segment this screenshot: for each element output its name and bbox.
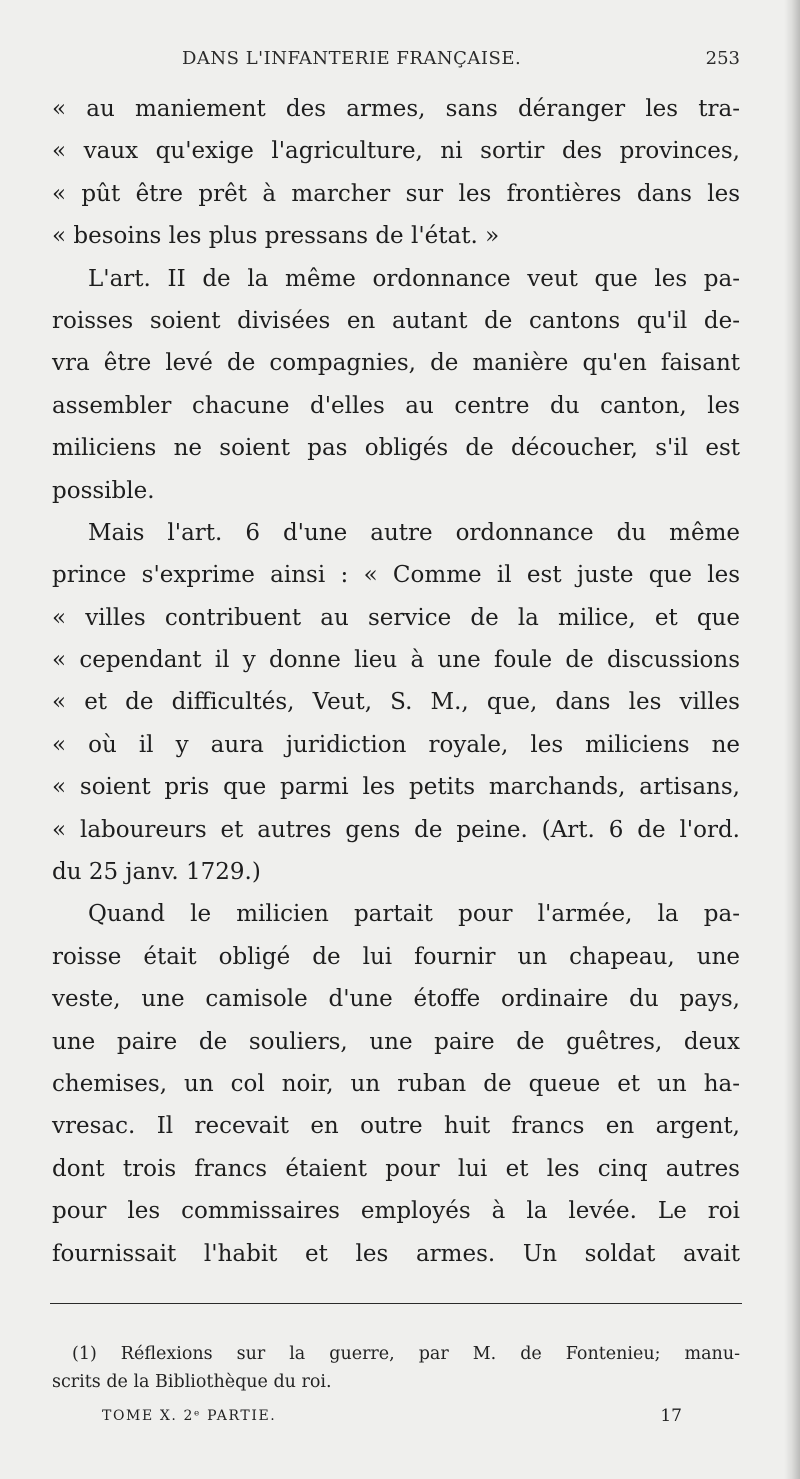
text-line: L'art. II de la même ordonnance veut que les pa-: [88, 265, 740, 292]
running-head: DANS L'INFANTERIE FRANÇAISE.: [182, 48, 522, 69]
text-line: vresac. Il recevait en outre huit francs en argent,: [52, 1113, 740, 1140]
text-line: roisses soient divisées en autant de cantons qu'il de-: [52, 307, 740, 334]
text-line: chemises, un col noir, un ruban de queue et un ha-: [52, 1070, 740, 1097]
text-line: pour les commissaires employés à la levée. Le roi: [52, 1198, 740, 1225]
page-number: 253: [705, 48, 740, 69]
signature-number: 17: [660, 1406, 682, 1426]
text-line: une paire de souliers, une paire de guêtres, deux: [52, 1028, 740, 1055]
body-text: [52, 88, 740, 1275]
page-edge-shadow: [784, 0, 800, 1479]
volume-signature: TOME X. 2ᵉ PARTIE.: [102, 1408, 277, 1424]
text-line: « vaux qu'exige l'agriculture, ni sortir des provinces,: [52, 138, 740, 165]
text-line: « et de difficultés, Veut, S. M., que, dans les villes: [52, 689, 740, 716]
page-header: [110, 44, 740, 74]
text-line: Mais l'art. 6 d'une autre ordonnance du même: [88, 519, 740, 546]
text-line: « où il y aura juridiction royale, les miliciens ne: [52, 731, 740, 758]
text-line: du 25 janv. 1729.): [52, 859, 261, 886]
footnote-divider: [50, 1303, 742, 1304]
text-line: veste, une camisole d'une étoffe ordinaire du pays,: [52, 986, 740, 1013]
footnote: [52, 1340, 740, 1396]
text-line: « pût être prêt à marcher sur les frontières dans les: [52, 180, 740, 207]
text-line: « au maniement des armes, sans déranger les tra-: [52, 96, 740, 122]
text-line: prince s'exprime ainsi : « Comme il est juste que les: [52, 562, 740, 589]
text-line: possible.: [52, 477, 155, 504]
footnote-line: (1) Réflexions sur la guerre, par M. de Fontenieu; manu-: [72, 1344, 740, 1364]
text-line: « besoins les plus pressans de l'état. »: [52, 223, 500, 250]
text-line: roisse était obligé de lui fournir un chapeau, une: [52, 943, 740, 970]
signature-line: [102, 1404, 682, 1434]
text-line: miliciens ne soient pas obligés de découcher, s'il est: [52, 435, 740, 462]
text-line: vra être levé de compagnies, de manière qu'en faisant: [52, 350, 740, 377]
text-line: « soient pris que parmi les petits marchands, artisans,: [52, 774, 740, 801]
text-line: assembler chacune d'elles au centre du canton, les: [52, 392, 740, 419]
text-line: dont trois francs étaient pour lui et les cinq autres: [52, 1155, 740, 1182]
text-line: fournissait l'habit et les armes. Un soldat avait: [52, 1240, 740, 1267]
text-line: Quand le milicien partait pour l'armée, la pa-: [88, 901, 740, 928]
text-line: « laboureurs et autres gens de peine. (Art. 6 de l'ord.: [52, 816, 740, 843]
footnote-line: scrits de la Bibliothèque du roi.: [52, 1372, 332, 1392]
text-line: « villes contribuent au service de la milice, et que: [52, 604, 740, 631]
text-line: « cependant il y donne lieu à une foule de discussions: [52, 647, 740, 674]
